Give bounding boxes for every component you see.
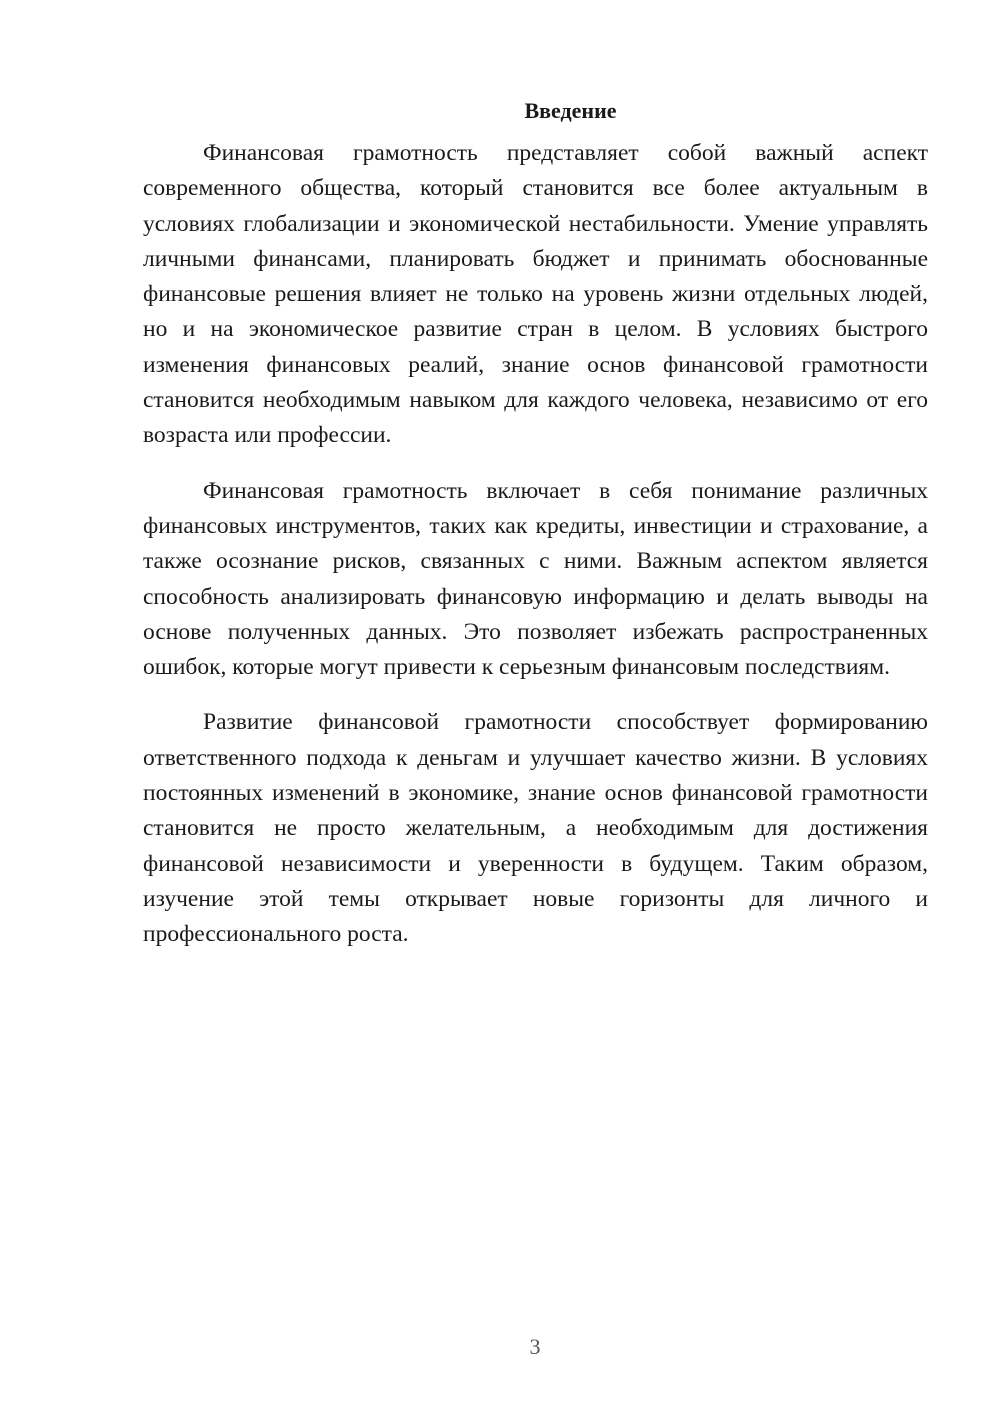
paragraph-3: Развитие финансовой грамотности способствует формированию ответственного подхода к деньгам и улучшает качество жизни. В условиях постоянных изменений в экономике, знание основ финансовой грамотности становится не просто желательным, а необходимым для достижения финансовой независимости и уверенности в будущем. Таким образом, изучение этой темы открывает новые горизонты для личного и профессионального роста. [143, 709, 928, 948]
page-content [143, 96, 928, 953]
section-heading: Введение [524, 98, 617, 123]
page-number: 3 [529, 1334, 541, 1359]
paragraph-2: Финансовая грамотность включает в себя понимание различных финансовых инструментов, таких как кредиты, инвестиции и страхование, а также осознание рисков, связанных с ними. Важным аспектом является способность анализировать финансовую информацию и делать выводы на основе полученных данных. Это позволяет избежать распространенных ошибок, которые могут привести к серьезным финансовым последствиям. [143, 477, 928, 681]
paragraph-1: Финансовая грамотность представляет собой важный аспект современного общества, который становится все более актуальным в условиях глобализации и экономической нестабильности. Умение управлять личными финансами, планировать бюджет и принимать обоснованные финансовые решения влияет не только на уровень жизни отдельных людей, но и на экономическое развитие стран в целом. В условиях быстрого изменения финансовых реалий, знание основ финансовой грамотности становится необходимым навыком для каждого человека, независимо от его возраста или профессии. [143, 140, 928, 449]
